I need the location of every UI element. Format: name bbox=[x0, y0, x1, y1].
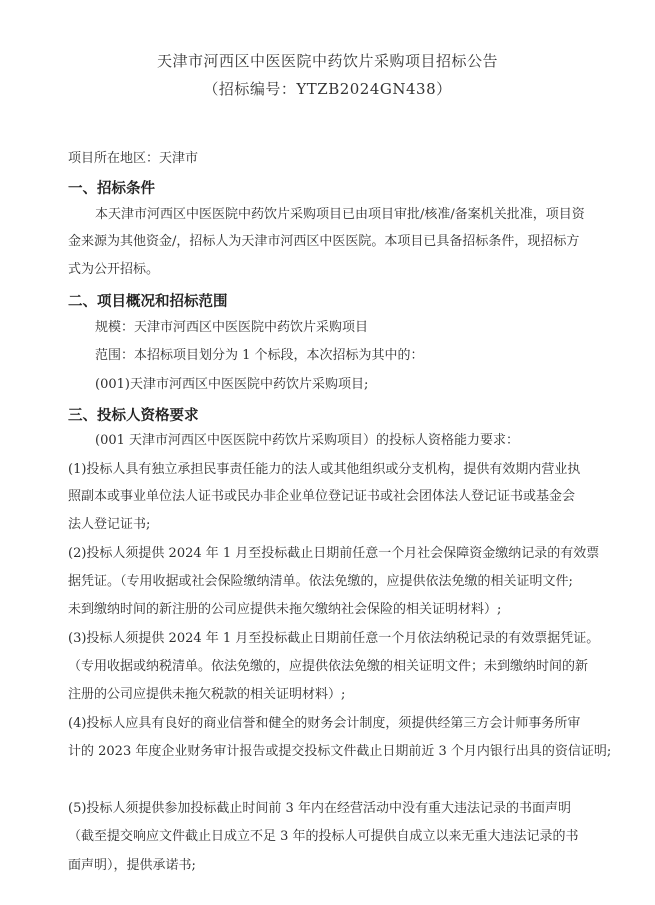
requirement-line: 注册的公司应提供未拖欠税款的相关证明材料）; bbox=[68, 687, 346, 702]
section-heading-tender-conditions: 一、招标条件 bbox=[68, 181, 155, 197]
document-title: 天津市河西区中医医院中药饮片采购项目招标公告 bbox=[156, 52, 498, 70]
paragraph-line: (001 天津市河西区中医医院中药饮片采购项目）的投标人资格能力要求： bbox=[95, 433, 520, 448]
paragraph-line: (001)天津市河西区中医医院中药饮片采购项目; bbox=[95, 377, 369, 392]
paragraph-line: 范围：本招标项目划分为 1 个标段，本次招标为其中的： bbox=[95, 348, 424, 363]
requirement-line: 计的 2023 年度企业财务审计报告或提交投标文件截止日期前近 3 个月内银行出具的资信证明; bbox=[68, 744, 612, 759]
section-heading-bidder-qualifications: 三、投标人资格要求 bbox=[68, 408, 199, 424]
requirement-line: 未到缴纳时间的新注册的公司应提供未拖欠缴纳社会保险的相关证明材料）; bbox=[68, 602, 502, 617]
requirement-line: 面声明），提供承诺书; bbox=[68, 858, 196, 873]
requirement-line: 据凭证。（专用收据或社会保险缴纳清单。依法免缴的，应提供依法免缴的相关证明文件; bbox=[68, 574, 573, 589]
paragraph-line: 规模：天津市河西区中医医院中药饮片采购项目 bbox=[95, 320, 369, 335]
requirement-line: (5)投标人须提供参加投标截止时间前 3 年内在经营活动中没有重大违法记录的书面声明 bbox=[68, 801, 571, 816]
paragraph-line: 式为公开招标。 bbox=[68, 262, 160, 277]
requirement-line: （截至提交响应文件截止日成立不足 3 年的投标人可提供自成立以来无重大违法记录的书 bbox=[68, 829, 579, 844]
paragraph-line: 金来源为其他资金/，招标人为天津市河西区中医医院。本项目已具备招标条件，现招标方 bbox=[68, 234, 580, 249]
tender-number: （招标编号：YTZB2024GN438） bbox=[203, 80, 452, 98]
requirement-line: （专用收据或纳税清单。依法免缴的，应提供依法免缴的相关证明文件；未到缴纳时间的新 bbox=[68, 659, 589, 674]
requirement-line: (1)投标人具有独立承担民事责任能力的法人或其他组织或分支机构，提供有效期内营业执 bbox=[68, 462, 581, 477]
section-heading-project-overview: 二、项目概况和招标范围 bbox=[68, 294, 228, 310]
paragraph-line: 本天津市河西区中医医院中药饮片采购项目已由项目审批/核准/备案机关批准，项目资 bbox=[95, 207, 585, 222]
requirement-line: (2)投标人须提供 2024 年 1 月至投标截止日期前任意一个月社会保障资金缴纳记录的有效票 bbox=[68, 546, 600, 561]
project-region: 项目所在地区：天津市 bbox=[68, 151, 199, 166]
requirement-line: 照副本或事业单位法人证书或民办非企业单位登记证书或社会团体法人登记证书或基金会 bbox=[68, 489, 576, 504]
requirement-line: (4)投标人应具有良好的商业信誉和健全的财务会计制度，须提供经第三方会计师事务所审 bbox=[68, 716, 581, 731]
requirement-line: 法人登记证书; bbox=[68, 517, 151, 532]
requirement-line: (3)投标人须提供 2024 年 1 月至投标截止日期前任意一个月依法纳税记录的有效票据凭证。 bbox=[68, 631, 600, 646]
